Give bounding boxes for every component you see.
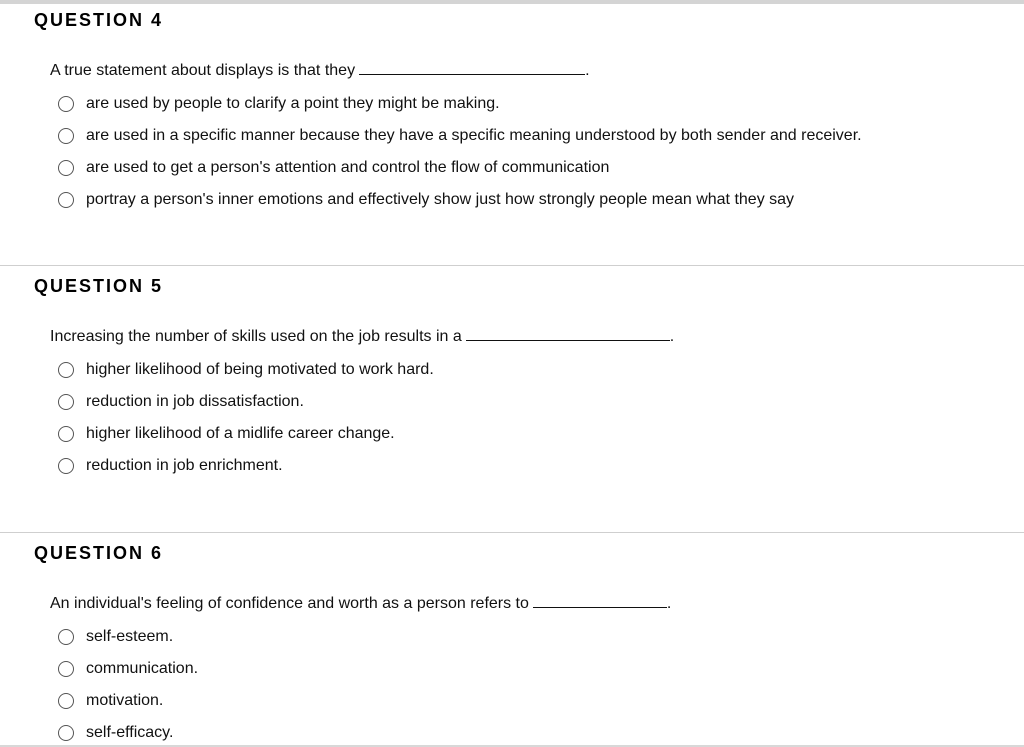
- answer-option[interactable]: [58, 184, 862, 216]
- question-prompt-text: A true statement about displays is that they: [50, 62, 356, 79]
- answer-option[interactable]: [58, 717, 198, 747]
- question-prompt: [50, 593, 671, 613]
- answer-option-label: are used to get a person's attention and control the flow of communication: [86, 159, 610, 176]
- answer-option[interactable]: [58, 386, 434, 418]
- answer-options: [58, 354, 434, 482]
- answer-option-label: portray a person's inner emotions and effectively show just how strongly people mean what they say: [86, 191, 795, 208]
- answer-option-label: self-esteem.: [86, 628, 174, 645]
- radio-button[interactable]: [58, 458, 74, 474]
- answer-blank: [466, 326, 670, 341]
- question-title: QUESTION 4: [34, 10, 164, 30]
- radio-button[interactable]: [58, 160, 74, 176]
- answer-option[interactable]: [58, 88, 862, 120]
- radio-button[interactable]: [58, 362, 74, 378]
- radio-button[interactable]: [58, 192, 74, 208]
- answer-option-label: communication.: [86, 660, 199, 677]
- answer-options: [58, 88, 862, 216]
- radio-button[interactable]: [58, 394, 74, 410]
- answer-blank: [359, 60, 585, 75]
- answer-option-label: are used in a specific manner because they have a specific meaning understood by both sender and receiver.: [86, 127, 862, 144]
- question-title: QUESTION 6: [34, 543, 164, 563]
- prompt-suffix: .: [585, 62, 590, 79]
- answer-option[interactable]: [58, 450, 434, 482]
- question-6: [0, 532, 1024, 747]
- radio-button[interactable]: [58, 96, 74, 112]
- answer-option[interactable]: [58, 685, 198, 717]
- answer-option-label: higher likelihood of being motivated to work hard.: [86, 361, 434, 378]
- question-4: [0, 4, 1024, 265]
- question-prompt-text: An individual's feeling of confidence and worth as a person refers to: [50, 595, 529, 612]
- answer-option-label: higher likelihood of a midlife career change.: [86, 425, 395, 442]
- question-prompt: [50, 326, 674, 346]
- answer-option-label: motivation.: [86, 692, 164, 709]
- prompt-suffix: .: [666, 595, 672, 612]
- radio-button[interactable]: [58, 128, 74, 144]
- answer-option[interactable]: [58, 418, 434, 450]
- radio-button[interactable]: [58, 629, 74, 645]
- radio-button[interactable]: [58, 725, 74, 741]
- answer-option[interactable]: [58, 621, 198, 653]
- radio-button[interactable]: [58, 426, 74, 442]
- question-title: QUESTION 5: [34, 276, 164, 296]
- answer-option[interactable]: [58, 354, 434, 386]
- question-5: [0, 265, 1024, 532]
- answer-option-label: are used by people to clarify a point they might be making.: [86, 95, 500, 112]
- answer-option[interactable]: [58, 653, 198, 685]
- answer-option[interactable]: [58, 120, 862, 152]
- answer-option[interactable]: [58, 152, 862, 184]
- question-prompt-text: Increasing the number of skills used on the job results in a: [50, 328, 462, 345]
- prompt-suffix: .: [669, 328, 675, 345]
- answer-option-label: reduction in job enrichment.: [86, 457, 283, 474]
- answer-options: [58, 621, 198, 747]
- answer-option-label: reduction in job dissatisfaction.: [86, 393, 304, 410]
- answer-blank: [533, 593, 667, 608]
- question-prompt: [50, 60, 590, 80]
- answer-option-label: self-efficacy.: [86, 724, 174, 741]
- radio-button[interactable]: [58, 661, 74, 677]
- radio-button[interactable]: [58, 693, 74, 709]
